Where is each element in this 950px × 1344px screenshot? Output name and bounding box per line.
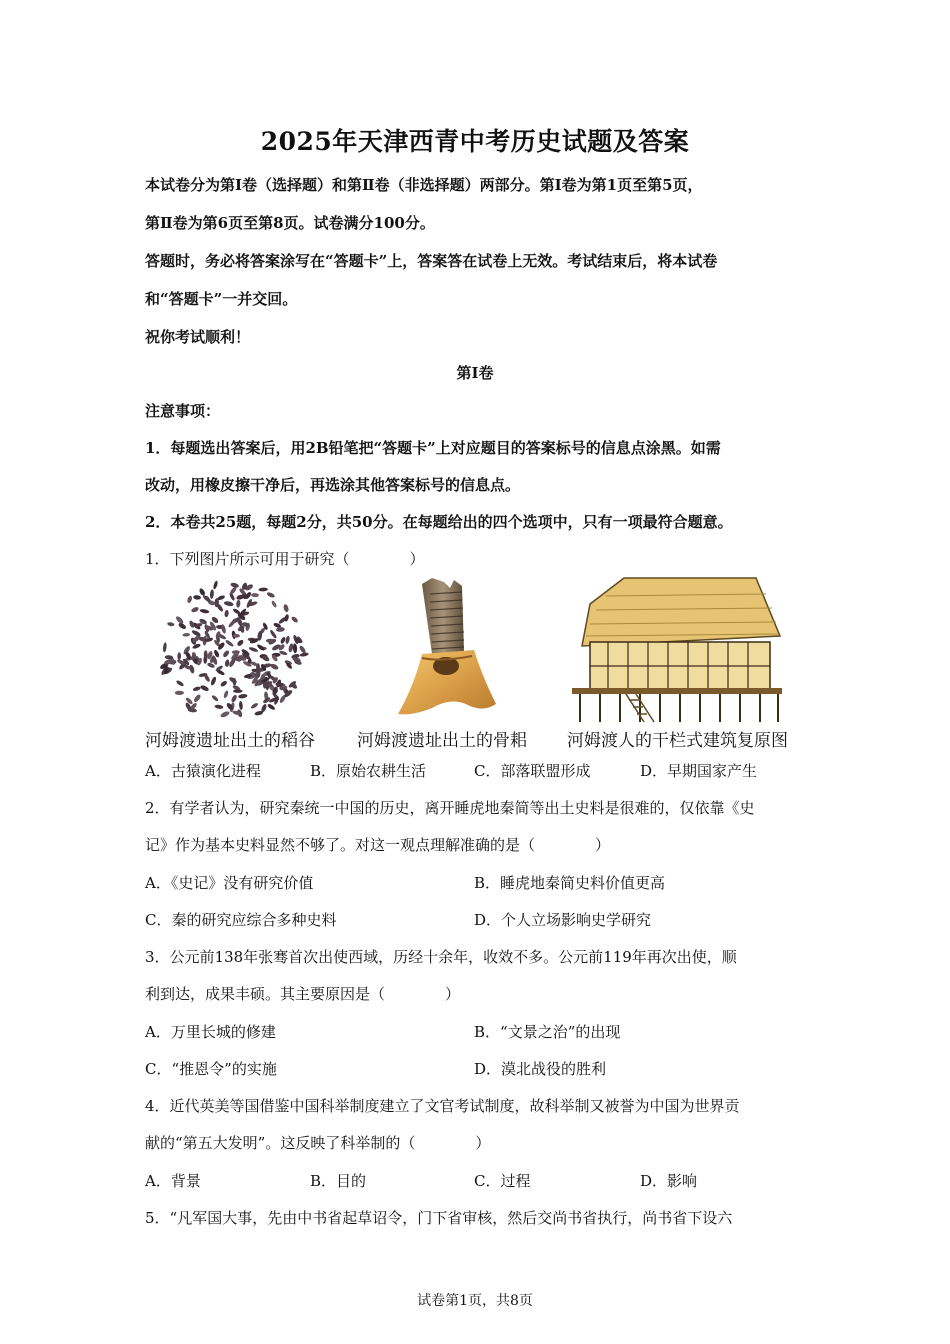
page-title: 2025年天津西青中考历史试题及答案 [260,127,690,156]
bone-spade-image [392,576,502,726]
section-title: 第Ⅰ卷 [456,364,494,382]
caption-rice: 河姆渡遗址出土的稻谷 [145,731,315,751]
note-1-line-2: 改动，用橡皮擦干净后，再选涂其他答案标号的信息点。 [145,476,521,494]
q3-option-a: A．万里长城的修建 [145,1023,276,1041]
q2-stem-line-1: 2．有学者认为，研究秦统一中国的历史，离开睡虎地秦简等出土史料是很难的，仅依靠《史 [145,799,755,817]
q4-option-d: D．影响 [640,1172,698,1190]
q2-option-c: C．秦的研究应综合多种史料 [145,911,337,929]
q3-option-d: D．漠北战役的胜利 [474,1060,607,1078]
q1-option-d: D．早期国家产生 [640,762,758,780]
q2-option-a: A．《史记》没有研究价值 [145,874,314,892]
rice-grains-image [148,578,318,728]
q4-option-a: A．背景 [145,1172,201,1190]
intro-line-1: 本试卷分为第Ⅰ卷（选择题）和第Ⅱ卷（非选择题）两部分。第Ⅰ卷为第1页至第5页， [145,176,703,194]
q3-stem-line-1: 3．公元前138年张骞首次出使西域，历经十余年，收效不多。公元前119年再次出使，顺 [145,948,737,966]
q3-stem-line-2: 利到达，成果丰硕。其主要原因是（ ） [145,985,461,1003]
intro-line-4: 和“答题卡”一并交回。 [145,290,298,308]
q2-stem-line-2: 记》作为基本史料显然不够了。对这一观点理解准确的是（ ） [145,836,611,854]
note-2: 2．本卷共25题，每题2分，共50分。在每题给出的四个选项中，只有一项最符合题意。 [145,513,733,531]
q1-option-a: A．古猿演化进程 [145,762,261,780]
q1-stem: 1．下列图片所示可用于研究（ ） [145,550,425,568]
q3-option-c: C．“推恩令”的实施 [145,1060,277,1078]
q2-option-d: D．个人立场影响史学研究 [474,911,652,929]
q4-stem-line-2: 献的“第五大发明”。这反映了科举制的（ ） [145,1134,491,1152]
q4-option-c: C．过程 [474,1172,531,1190]
caption-bone-spade: 河姆渡遗址出土的骨耜 [357,731,527,751]
intro-line-3: 答题时，务必将答案涂写在“答题卡”上，答案答在试卷上无效。考试结束后，将本试卷 [145,252,718,270]
intro-line-5: 祝你考试顺利！ [145,328,251,346]
q1-option-b: B．原始农耕生活 [310,762,427,780]
q5-stem-line-1: 5．“凡军国大事，先由中书省起草诏令，门下省审核，然后交尚书省执行，尚书省下设六 [145,1209,733,1227]
q4-option-b: B．目的 [310,1172,367,1190]
q3-option-b: B．“文景之治”的出现 [474,1023,621,1041]
note-1-line-1: 1．每题选出答案后，用2B铅笔把“答题卡”上对应题目的答案标号的信息点涂黑。如需 [145,439,721,457]
q4-stem-line-1: 4．近代英美等国借鉴中国科举制度建立了文官考试制度，故科举制又被誉为中国为世界贡 [145,1097,740,1115]
notes-heading: 注意事项： [145,402,221,420]
page-footer: 试卷第1页，共8页 [417,1293,533,1309]
stilt-house-image [566,576,788,726]
intro-line-2: 第Ⅱ卷为第6页至第8页。试卷满分100分。 [145,214,435,232]
q2-option-b: B．睡虎地秦简史料价值更高 [474,874,666,892]
caption-stilt-house: 河姆渡人的干栏式建筑复原图 [567,731,788,751]
q1-option-c: C．部落联盟形成 [474,762,591,780]
